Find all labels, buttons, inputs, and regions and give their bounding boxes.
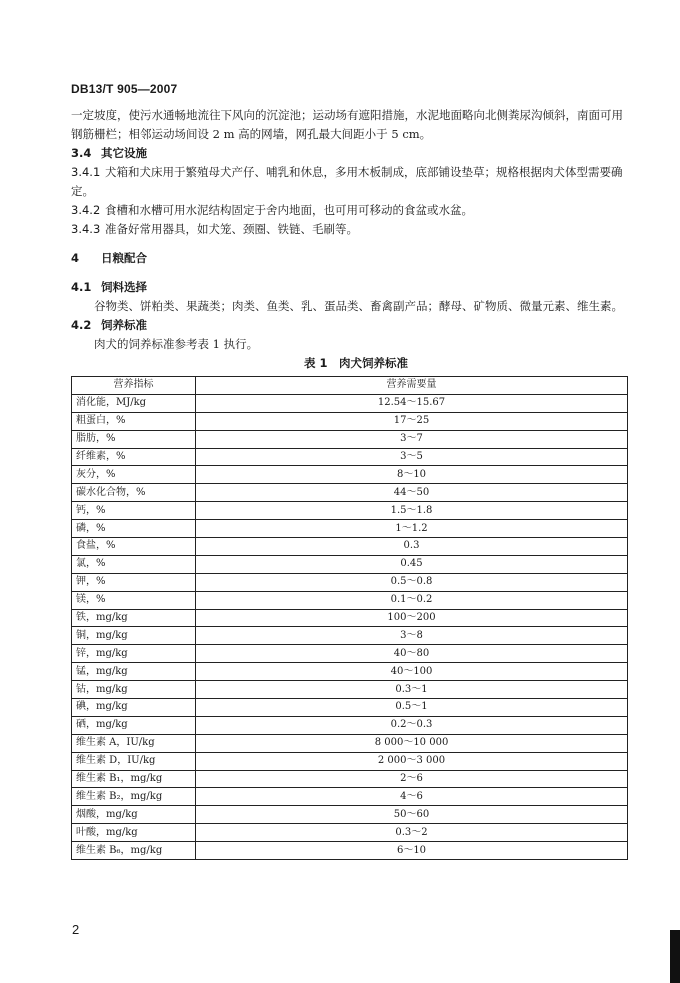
table-row xyxy=(72,520,628,538)
table-header-row xyxy=(72,377,628,395)
indicator-cell: 锰，mg/kg xyxy=(72,663,196,681)
clause-3-4-1 xyxy=(71,163,631,201)
table-row xyxy=(72,609,628,627)
indicator-cell: 烟酸，mg/kg xyxy=(72,806,196,824)
table-row xyxy=(72,752,628,770)
table-row xyxy=(72,448,628,466)
requirement-cell: 2 000～3 000 xyxy=(196,752,628,770)
section-title: 其它设施 xyxy=(101,146,147,160)
requirement-cell: 3～8 xyxy=(196,627,628,645)
header-indicator: 营养指标 xyxy=(72,377,196,395)
requirement-cell: 8～10 xyxy=(196,466,628,484)
indicator-cell: 维生素 B₂，mg/kg xyxy=(72,788,196,806)
requirement-cell: 0.2～0.3 xyxy=(196,716,628,734)
clause-3-4-2 xyxy=(71,201,631,220)
section-4-1-heading xyxy=(71,278,631,297)
requirement-cell: 0.3～2 xyxy=(196,824,628,842)
table-row xyxy=(72,716,628,734)
requirement-cell: 0.5～0.8 xyxy=(196,573,628,591)
requirement-cell: 17～25 xyxy=(196,412,628,430)
clause-text: 准备好常用器具，如犬笼、颈圈、铁链、毛刷等。 xyxy=(105,222,358,236)
table-row xyxy=(72,430,628,448)
indicator-cell: 钴，mg/kg xyxy=(72,681,196,699)
clause-number: 3.4.3 xyxy=(71,222,101,236)
section-number: 4.2 xyxy=(71,318,92,332)
table-row xyxy=(72,466,628,484)
clause-text: 食槽和水槽可用水泥结构固定于舍内地面，也可用可移动的食盆或水盆。 xyxy=(105,203,473,217)
indicator-cell: 钙，% xyxy=(72,502,196,520)
table-row xyxy=(72,412,628,430)
requirement-cell: 4～6 xyxy=(196,788,628,806)
requirement-cell: 1～1.2 xyxy=(196,520,628,538)
indicator-cell: 叶酸，mg/kg xyxy=(72,824,196,842)
requirement-cell: 3～7 xyxy=(196,430,628,448)
document-code-header: DB13/T 905—2007 xyxy=(71,82,178,96)
table-row xyxy=(72,502,628,520)
table-row xyxy=(72,573,628,591)
indicator-cell: 灰分，% xyxy=(72,466,196,484)
scan-edge-mark xyxy=(670,930,680,983)
requirement-cell: 1.5～1.8 xyxy=(196,502,628,520)
requirement-cell: 0.1～0.2 xyxy=(196,591,628,609)
table-row xyxy=(72,770,628,788)
indicator-cell: 铁，mg/kg xyxy=(72,609,196,627)
indicator-cell: 食盐，% xyxy=(72,538,196,556)
indicator-cell: 脂肪，% xyxy=(72,430,196,448)
header-requirement: 营养需要量 xyxy=(196,377,628,395)
indicator-cell: 镁，% xyxy=(72,591,196,609)
table-body xyxy=(72,394,628,859)
table-row xyxy=(72,591,628,609)
section-title: 饲养标准 xyxy=(101,318,147,332)
section-number: 4.1 xyxy=(71,280,92,294)
requirement-cell: 100～200 xyxy=(196,609,628,627)
clause-number: 3.4.1 xyxy=(71,165,101,179)
table-row xyxy=(72,734,628,752)
requirement-cell: 44～50 xyxy=(196,484,628,502)
requirement-cell: 0.3 xyxy=(196,538,628,556)
indicator-cell: 纤维素，% xyxy=(72,448,196,466)
indicator-cell: 消化能，MJ/kg xyxy=(72,394,196,412)
requirement-cell: 3～5 xyxy=(196,448,628,466)
requirement-cell: 0.45 xyxy=(196,555,628,573)
table-row xyxy=(72,788,628,806)
requirement-cell: 40～80 xyxy=(196,645,628,663)
requirement-cell: 50～60 xyxy=(196,806,628,824)
table-row xyxy=(72,555,628,573)
table-row xyxy=(72,394,628,412)
table-row xyxy=(72,699,628,717)
continuation-paragraph: 一定坡度，使污水通畅地流往下风向的沉淀池；运动场有遮阳措施，水泥地面略向北侧粪尿沟倾斜，南面可用钢筋栅栏；相邻运动场间设 2 m 高的网墙，网孔最大间距小于 5 cm。 xyxy=(71,108,623,141)
table-row xyxy=(72,824,628,842)
indicator-cell: 钾，% xyxy=(72,573,196,591)
section-number: 3.4 xyxy=(71,146,92,160)
section-4-heading xyxy=(71,249,631,268)
indicator-cell: 氯，% xyxy=(72,555,196,573)
section-4-2-heading xyxy=(71,316,631,335)
indicator-cell: 碘，mg/kg xyxy=(72,699,196,717)
requirement-cell: 12.54～15.67 xyxy=(196,394,628,412)
clause-3-4-3 xyxy=(71,220,631,239)
section-4-2-text: 肉犬的饲养标准参考表 1 执行。 xyxy=(94,337,259,351)
section-number: 4 xyxy=(71,251,80,265)
section-4-1-text: 谷物类、饼粕类、果蔬类；肉类、鱼类、乳、蛋品类、畜禽副产品；酵母、矿物质、微量元素、维生素。 xyxy=(94,299,623,313)
table-row xyxy=(72,538,628,556)
nutrition-standard-table xyxy=(71,376,628,860)
requirement-cell: 0.5～1 xyxy=(196,699,628,717)
requirement-cell: 6～10 xyxy=(196,842,628,860)
requirement-cell: 40～100 xyxy=(196,663,628,681)
clause-number: 3.4.2 xyxy=(71,203,101,217)
table-row xyxy=(72,681,628,699)
requirement-cell: 2～6 xyxy=(196,770,628,788)
page-number: 2 xyxy=(72,922,80,937)
section-title: 饲料选择 xyxy=(101,280,147,294)
indicator-cell: 锌，mg/kg xyxy=(72,645,196,663)
requirement-cell: 8 000～10 000 xyxy=(196,734,628,752)
section-3-4-heading xyxy=(71,144,631,163)
clause-text: 犬箱和犬床用于繁殖母犬产仔、哺乳和休息，多用木板制成，底部铺设垫草；规格根据肉犬体型需要确定。 xyxy=(71,165,623,198)
table-row xyxy=(72,627,628,645)
indicator-cell: 维生素 A，IU/kg xyxy=(72,734,196,752)
table-row xyxy=(72,842,628,860)
indicator-cell: 维生素 B₆，mg/kg xyxy=(72,842,196,860)
table-row xyxy=(72,484,628,502)
requirement-cell: 0.3～1 xyxy=(196,681,628,699)
table-row xyxy=(72,663,628,681)
table-caption: 表 1 肉犬饲养标准 xyxy=(303,356,408,370)
table-row xyxy=(72,806,628,824)
page-content xyxy=(71,106,631,860)
indicator-cell: 维生素 B₁，mg/kg xyxy=(72,770,196,788)
indicator-cell: 硒，mg/kg xyxy=(72,716,196,734)
indicator-cell: 维生素 D，IU/kg xyxy=(72,752,196,770)
section-title: 日粮配合 xyxy=(101,251,147,265)
table-row xyxy=(72,645,628,663)
indicator-cell: 铜，mg/kg xyxy=(72,627,196,645)
indicator-cell: 碳水化合物，% xyxy=(72,484,196,502)
indicator-cell: 磷，% xyxy=(72,520,196,538)
indicator-cell: 粗蛋白，% xyxy=(72,412,196,430)
